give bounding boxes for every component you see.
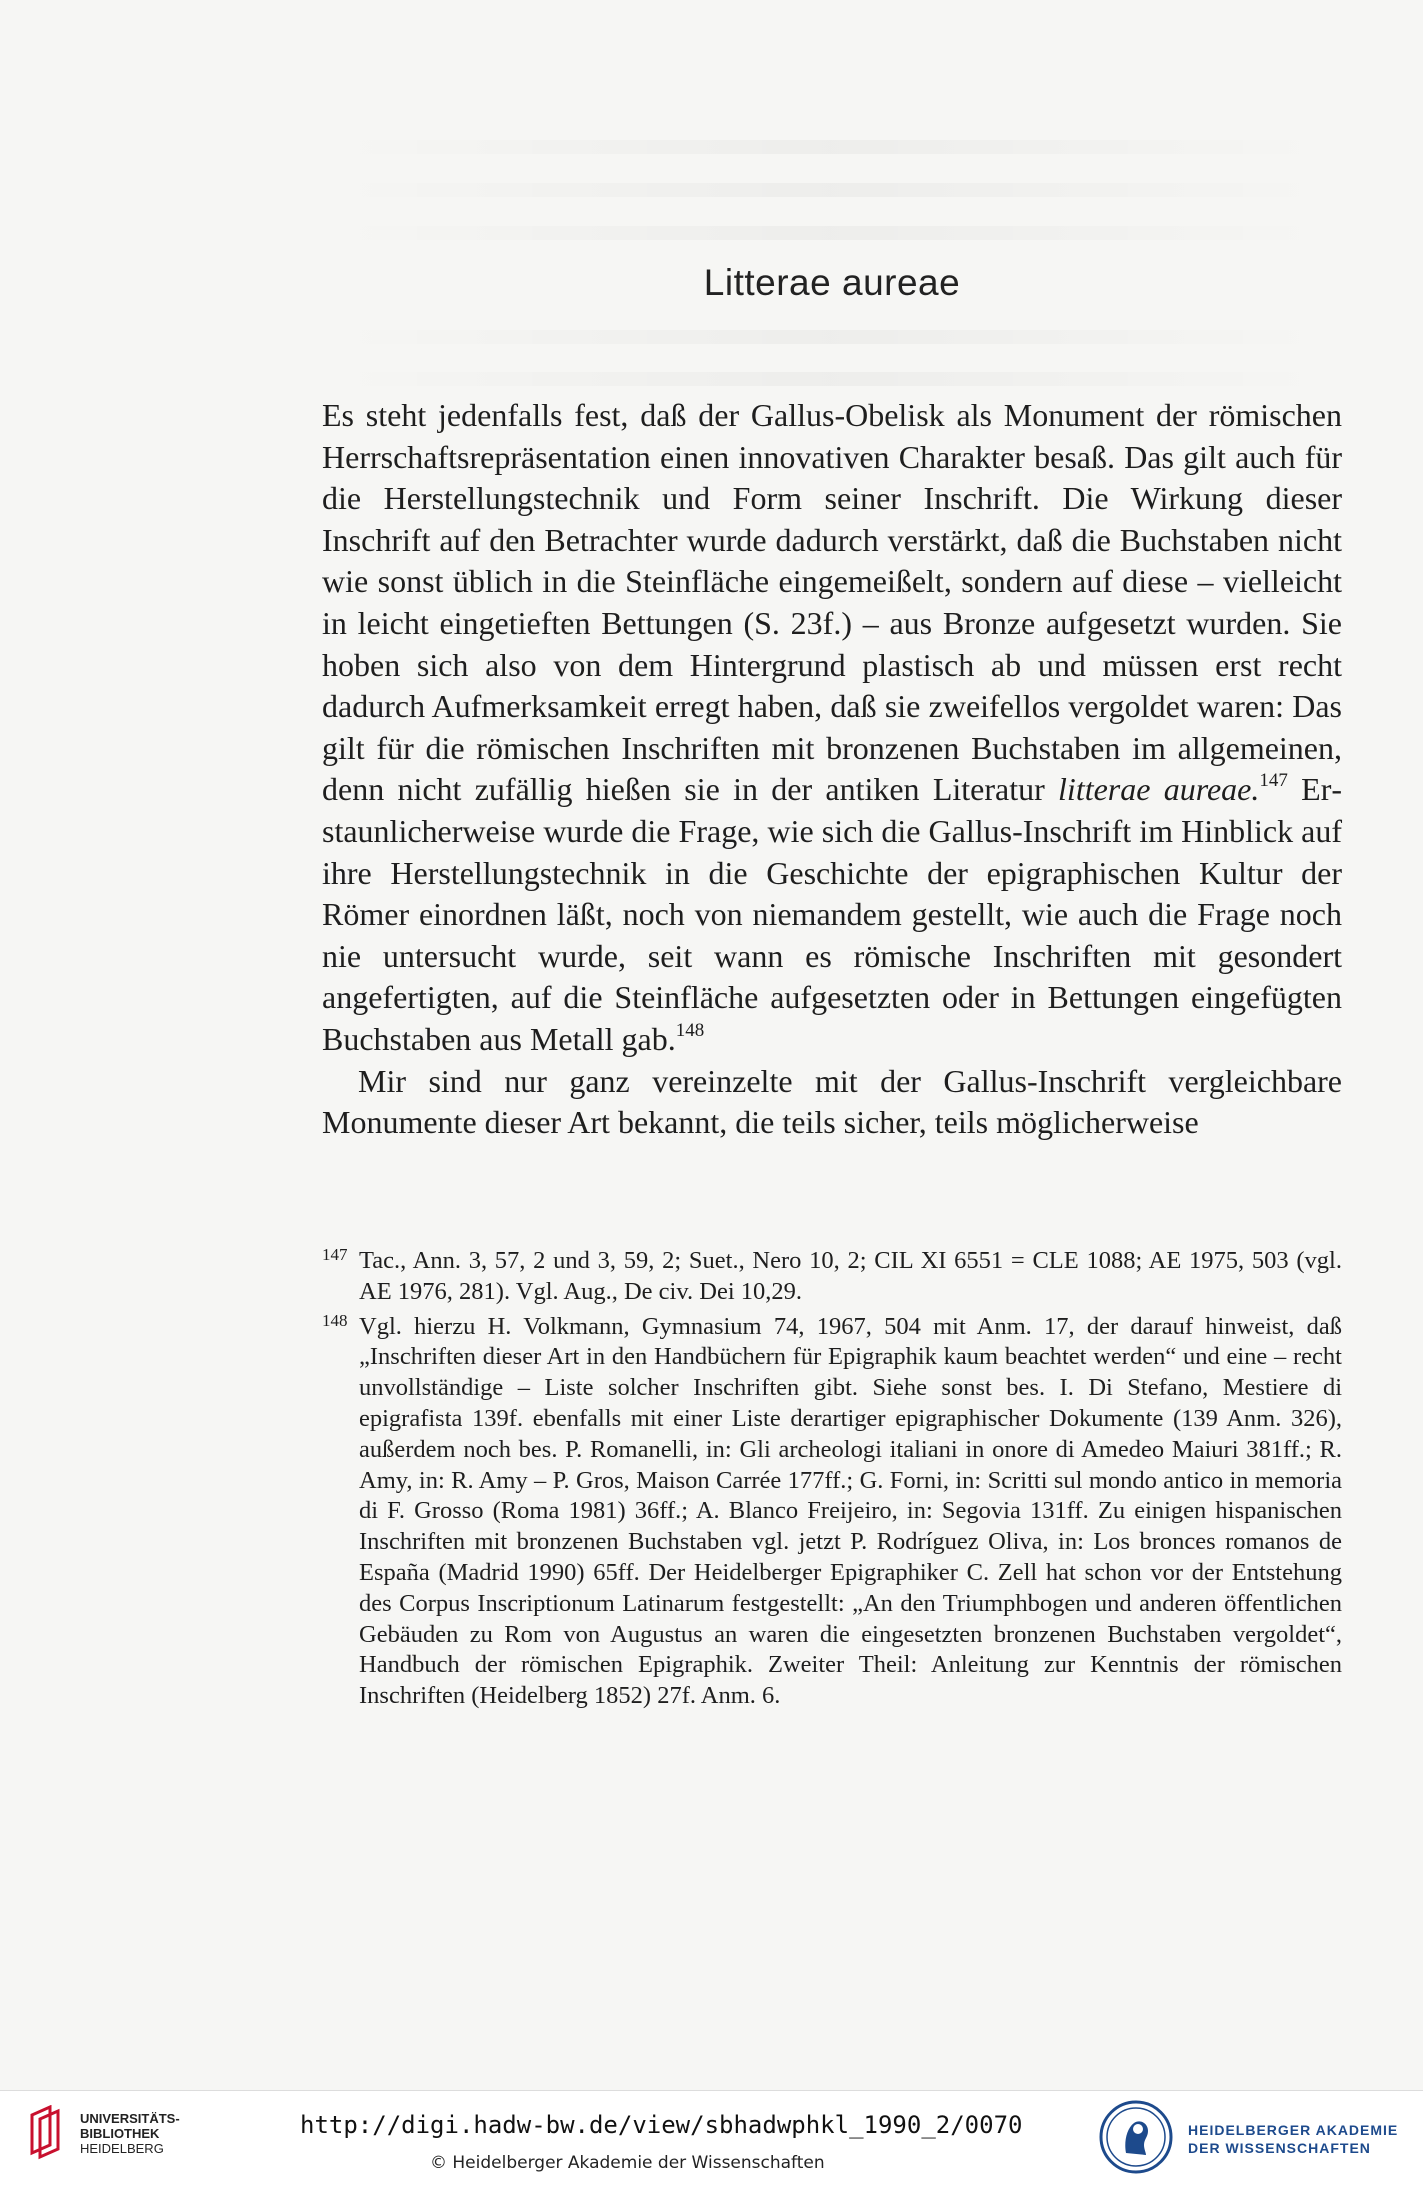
university-library-logo-icon [28, 2105, 68, 2161]
text-run: Mir sind nur ganz vereinzelte mit der Gallus-Inschrift vergleichbare Monumente dieser Art bekannt, die teils sicher, teils möglicherweise [322, 1062, 1342, 1141]
footnote-reference: 148 [675, 1019, 705, 1041]
academy-name [1188, 2121, 1398, 2157]
body-text [322, 395, 1342, 1144]
footnote-text: Tac., Ann. 3, 57, 2 und 3, 59, 2; Suet., Nero 10, 2; CIL XI 6551 = CLE 1088; AE 1975, 503 (vgl. AE 1976, 281). Vgl. Aug., De civ. Dei 10,29. [359, 1247, 1342, 1305]
library-line-3: HEIDELBERG [80, 2141, 164, 2156]
text-run: Es steht jedenfalls fest, daß der Gallus-Obelisk als Monument der römischen Herrschaftsrepräsentation einen innovativen Charakter besaß. Das gilt auch für die Herstellungstechnik und Form seiner Inschrift. Die Wirkung dieser Inschrift auf den Betrachter wurde dadurch verstärkt, daß die Buchstaben nicht wie sonst üblich in die Steinfläche eingemeißelt, sondern auf diese – vielleicht in leicht eingetieften Bettungen (S. 23f.) – aus Bronze aufgesetzt wurden. Sie hoben sich also von dem Hintergrund plastisch ab und müssen erst recht dadurch Aufmerksamkeit erregt haben, daß sie zweifellos vergoldet waren: Das gilt für die römischen Inschriften mit bronzenen Buchstaben im allgemeinen, denn nicht zufällig hießen sie in der antiken Literatur [322, 397, 1342, 808]
permalink-url[interactable]: http://digi.hadw-bw.de/view/sbhadwphkl_1990_2/0070 [300, 2111, 1023, 2139]
academy-line-1: HEIDELBERGER AKADEMIE [1188, 2122, 1399, 2138]
footnote-reference: 147 [1259, 770, 1288, 792]
section-title: Litterae aureae [703, 262, 961, 303]
academy-line-2: DER WISSENSCHAFTEN [1188, 2140, 1371, 2156]
library-line-2: BIBLIOTHEK [80, 2126, 160, 2141]
library-line-1: UNIVERSITÄTS- [80, 2111, 180, 2126]
academy-seal-icon [1098, 2099, 1174, 2175]
footnote-number: 148 [322, 1310, 348, 1330]
footnote [322, 1312, 1342, 1712]
university-library-name [80, 2111, 180, 2156]
body-paragraph [322, 1061, 1342, 1144]
footnotes [322, 1246, 1342, 1716]
copyright-notice: © Heidelberger Akademie der Wissenschaften [430, 2153, 825, 2173]
footer-bar [0, 2090, 1423, 2187]
footnote-number: 147 [322, 1245, 348, 1264]
footnote-text: Vgl. hierzu H. Volkmann, Gymnasium 74, 1967, 504 mit Anm. 17, der darauf hinweist, daß „Inschriften dieser Art in den Handbüchern für Epigraphik kaum beachtet werden“ und eine – recht unvollständige – Liste solcher Inschriften gibt. Siehe sonst bes. I. Di Stefano, Mestiere di epigrafista 139f. ebenfalls mit einer Liste derartiger epigraphischer Dokumente (139 Anm. 326), außerdem noch bes. P. Romanelli, in: Gli archeologi italiani in onore di Amedeo Maiuri 381ff.; R. Amy, in: R. Amy – P. Gros, Maison Carrée 177ff.; G. Forni, in: Scritti sul mondo antico in memoria di F. Grosso (Roma 1981) 36ff.; A. Blanco Freijeiro, in: Segovia 131ff. Zu einigen hispanischen Inschriften mit bronzenen Buchstaben vgl. jetzt P. Rodríguez Oliva, in: Los bronces romanos de España (Madrid 1990) 65ff. Der Heidelberger Epigraphiker C. Zell hat schon vor der Entstehung des Corpus Inscriptionum Latinarum festgestellt: „An den Triumphbogen und anderen öffentlichen Gebäuden zu Rom von Augustus an waren die eingesetzten bronzenen Buchstaben vergoldet“, Handbuch der römischen Epigraphik. Zweiter Theil: Anleitung zur Kenntnis der römischen Inschriften (Heidelberg 1852) 27f. Anm. 6. [359, 1312, 1342, 1710]
footnote [322, 1246, 1342, 1308]
text-run: Erstaunlicherweise wurde die Frage, wie sich die Gallus-Inschrift im Hinblick auf ihre Herstellungstechnik in die Geschichte der epigraphischen Kultur der Römer einordnen läßt, noch von niemandem gestellt, wie auch die Frage noch nie untersucht wurde, seit wann es römische Inschriften mit gesondert angefertigten, auf die Steinfläche aufgesetzten oder in Bettungen eingefügten Buchstaben aus Metall gab. [322, 771, 1343, 1057]
italic-term: litterae aureae. [1058, 771, 1260, 808]
body-paragraph [322, 395, 1342, 1061]
